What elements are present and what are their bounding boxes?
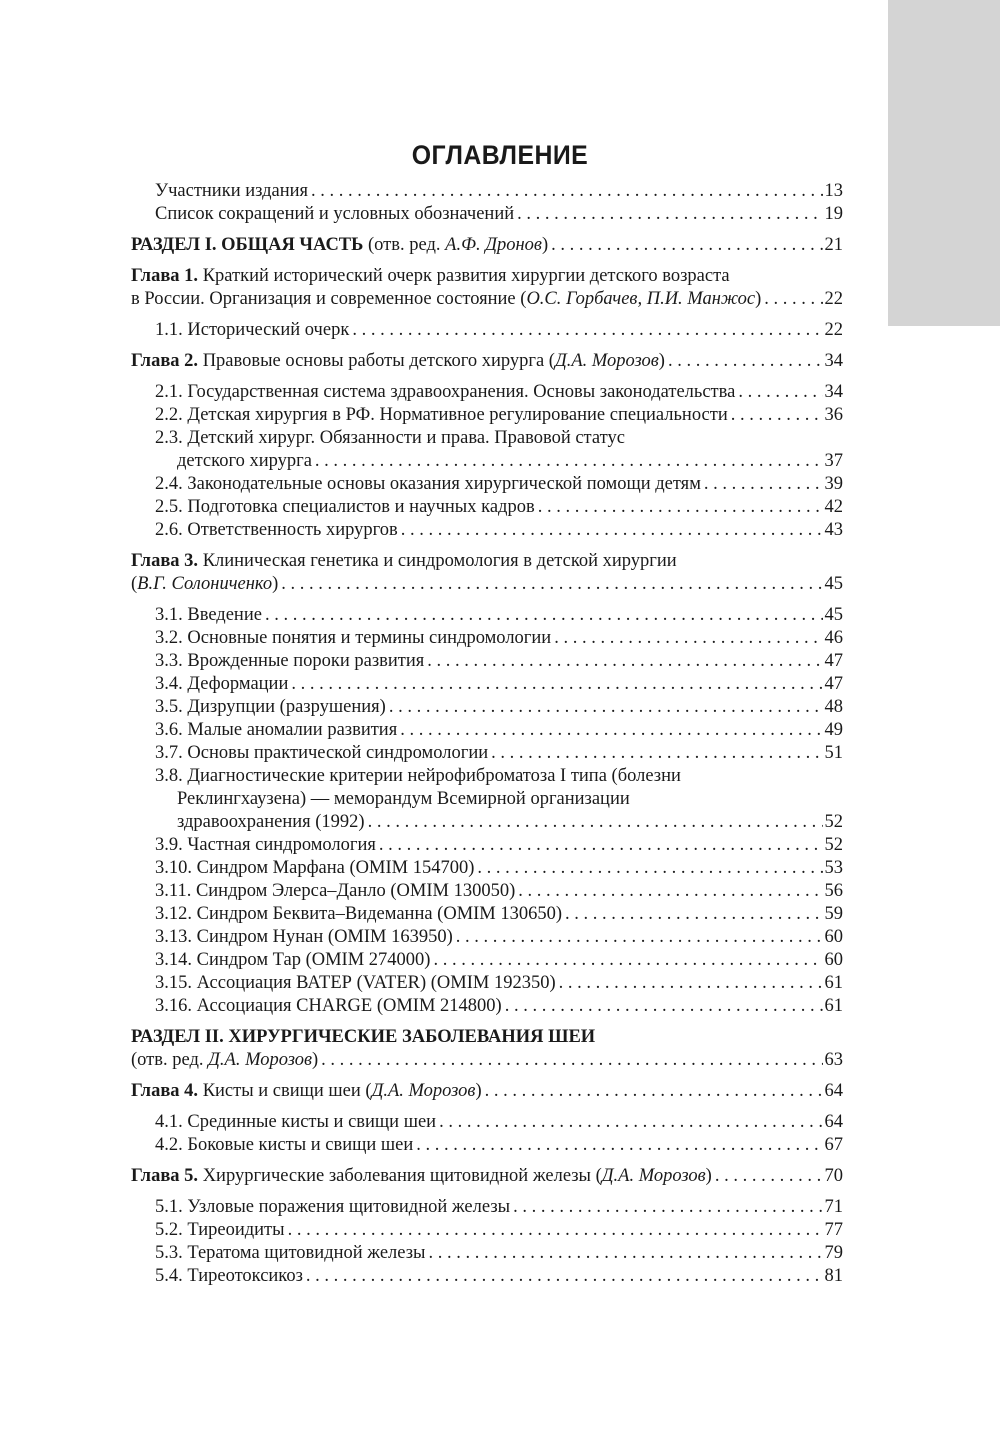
toc-page-number: 36 bbox=[824, 405, 843, 425]
leader-dots bbox=[554, 627, 822, 650]
toc-entry-text: 3.11. Синдром Элерса–Данло (OMIM 130050) bbox=[155, 881, 516, 901]
toc-entry-text: 2.1. Государственная система здравоохранения. Основы законодательства bbox=[155, 382, 736, 402]
chapter-title-line: в России. Организация и современное состояние ( bbox=[131, 289, 527, 309]
toc-item[interactable] bbox=[131, 742, 843, 765]
chapter-label: Глава 3. bbox=[131, 551, 199, 571]
section-editor: Д.А. Морозов bbox=[208, 1050, 312, 1070]
chapter-title: Правовые основы работы детского хирурга ( bbox=[198, 351, 555, 371]
chapter-title: Хирургические заболевания щитовидной железы ( bbox=[198, 1166, 602, 1186]
toc-item[interactable] bbox=[131, 404, 843, 427]
toc-entry-text: 2.5. Подготовка специалистов и научных кадров bbox=[155, 497, 535, 517]
page-title: ОГЛАВЛЕНИЕ bbox=[411, 140, 589, 170]
toc-item[interactable] bbox=[131, 926, 843, 949]
toc-entry-text: 3.14. Синдром Тар (OMIM 274000) bbox=[155, 950, 431, 970]
section-editor-suffix: ) bbox=[541, 235, 549, 255]
toc-entry-text: 3.2. Основные понятия и термины синдромологии bbox=[155, 628, 552, 648]
leader-dots bbox=[401, 519, 823, 542]
toc-entry-text: 5.2. Тиреоидиты bbox=[155, 1220, 285, 1240]
toc-entry-text: 3.4. Деформации bbox=[155, 674, 289, 694]
toc-page-number: 47 bbox=[824, 651, 843, 671]
toc-item[interactable] bbox=[131, 719, 843, 742]
leader-dots bbox=[517, 203, 822, 226]
toc-entry-text: 3.16. Ассоциация CHARGE (OMIM 214800) bbox=[155, 996, 502, 1016]
toc-page-number: 21 bbox=[824, 235, 843, 255]
leader-dots bbox=[427, 650, 822, 673]
toc-section-2[interactable] bbox=[131, 1026, 843, 1072]
leader-dots bbox=[738, 381, 822, 404]
chapter-label: Глава 1. bbox=[131, 266, 199, 286]
toc-page-number: 52 bbox=[824, 835, 843, 855]
toc-item[interactable] bbox=[131, 1242, 843, 1265]
leader-dots bbox=[400, 719, 822, 742]
leader-dots bbox=[477, 857, 822, 880]
toc-entry-text: 3.8. Диагностические критерии нейрофиброматоза I типа (болезни bbox=[155, 766, 681, 786]
chapter-label: Глава 5. bbox=[131, 1166, 199, 1186]
toc-page-number: 43 bbox=[824, 520, 843, 540]
toc-page-number: 39 bbox=[824, 474, 843, 494]
toc-item[interactable] bbox=[131, 673, 843, 696]
toc-item[interactable] bbox=[131, 427, 843, 473]
toc-item[interactable] bbox=[131, 765, 843, 834]
toc-page-number: 60 bbox=[824, 950, 843, 970]
toc-page-number: 45 bbox=[824, 574, 843, 594]
toc-entry-text: 1.1. Исторический очерк bbox=[155, 320, 350, 340]
toc-page-number: 13 bbox=[824, 181, 843, 201]
leader-dots bbox=[306, 1265, 823, 1288]
toc-page-number: 46 bbox=[824, 628, 843, 648]
table-of-contents bbox=[131, 180, 843, 1288]
toc-entry-abbreviations[interactable] bbox=[131, 203, 843, 226]
toc-entry-text: 4.2. Боковые кисты и свищи шеи bbox=[155, 1135, 414, 1155]
toc-item[interactable] bbox=[131, 1265, 843, 1288]
toc-item[interactable] bbox=[131, 604, 843, 627]
toc-entry-text: 3.6. Малые аномалии развития bbox=[155, 720, 398, 740]
toc-page-number: 79 bbox=[824, 1243, 843, 1263]
leader-dots bbox=[315, 450, 823, 473]
toc-entry-text: 3.10. Синдром Марфана (OMIM 154700) bbox=[155, 858, 475, 878]
toc-page-number: 64 bbox=[824, 1112, 843, 1132]
leader-dots bbox=[321, 1049, 822, 1072]
toc-entry-text: 3.15. Ассоциация ВАТЕР (VATER) (OMIM 192350) bbox=[155, 973, 556, 993]
chapter-label: Глава 2. bbox=[131, 351, 199, 371]
toc-page-number: 61 bbox=[824, 973, 843, 993]
leader-dots bbox=[288, 1219, 823, 1242]
section-title: РАЗДЕЛ I. ОБЩАЯ ЧАСТЬ bbox=[131, 235, 364, 255]
toc-item[interactable] bbox=[131, 949, 843, 972]
toc-item[interactable] bbox=[131, 319, 843, 342]
toc-entry-text: 4.1. Срединные кисты и свищи шеи bbox=[155, 1112, 437, 1132]
leader-dots bbox=[551, 234, 822, 257]
toc-entry-text: 2.4. Законодательные основы оказания хирургической помощи детям bbox=[155, 474, 701, 494]
toc-entry-text: 3.5. Дизрупции (разрушения) bbox=[155, 697, 386, 717]
toc-page-number: 49 bbox=[824, 720, 843, 740]
leader-dots bbox=[559, 972, 823, 995]
leader-dots bbox=[513, 1196, 822, 1219]
toc-page-number: 34 bbox=[824, 382, 843, 402]
toc-page-number: 67 bbox=[824, 1135, 843, 1155]
toc-page-number: 42 bbox=[824, 497, 843, 517]
toc-item[interactable] bbox=[131, 627, 843, 650]
chapter-title: Кисты и свищи шеи ( bbox=[198, 1081, 372, 1101]
toc-item[interactable] bbox=[131, 1134, 843, 1157]
leader-dots bbox=[491, 742, 822, 765]
toc-page-number: 51 bbox=[824, 743, 843, 763]
toc-page-number: 60 bbox=[824, 927, 843, 947]
leader-dots bbox=[389, 696, 823, 719]
toc-item[interactable] bbox=[131, 834, 843, 857]
toc-entry-text: 3.3. Врожденные пороки развития bbox=[155, 651, 425, 671]
toc-entry-text: 2.2. Детская хирургия в РФ. Нормативное регулирование специальности bbox=[155, 405, 728, 425]
leader-dots bbox=[379, 834, 823, 857]
chapter-authors-close: ) bbox=[475, 1081, 482, 1101]
chapter-authors-close: ) bbox=[272, 574, 279, 594]
chapter-title: Клиническая генетика и синдромология в детской хирургии bbox=[198, 551, 677, 571]
toc-page-number: 22 bbox=[824, 289, 843, 309]
toc-page-number: 59 bbox=[824, 904, 843, 924]
toc-entry-text: 3.9. Частная синдромология bbox=[155, 835, 376, 855]
toc-entry-text: детского хирурга bbox=[177, 451, 312, 471]
toc-page-number: 53 bbox=[824, 858, 843, 878]
chapter-authors-open: ( bbox=[131, 574, 138, 594]
section-editor-prefix: (отв. ред. bbox=[363, 235, 446, 255]
toc-item[interactable] bbox=[131, 650, 843, 673]
leader-dots bbox=[518, 880, 822, 903]
toc-entry-text: 2.3. Детский хирург. Обязанности и права. Правовой статус bbox=[155, 428, 625, 448]
leader-dots bbox=[433, 949, 822, 972]
toc-item[interactable] bbox=[131, 696, 843, 719]
toc-entry-contributors[interactable] bbox=[131, 180, 843, 203]
toc-chapter-1[interactable] bbox=[131, 265, 843, 311]
section-editor-prefix: (отв. ред. bbox=[131, 1050, 209, 1070]
leader-dots bbox=[668, 350, 823, 373]
leader-dots bbox=[291, 673, 822, 696]
leader-dots bbox=[439, 1111, 822, 1134]
toc-entry-text: 5.4. Тиреотоксикоз bbox=[155, 1266, 303, 1286]
chapter-title-line: Краткий исторический очерк развития хирургии детского возраста bbox=[198, 266, 730, 286]
toc-entry-text: 5.3. Тератома щитовидной железы bbox=[155, 1243, 426, 1263]
leader-dots bbox=[265, 604, 823, 627]
leader-dots bbox=[352, 319, 822, 342]
toc-item[interactable] bbox=[131, 995, 843, 1018]
leader-dots bbox=[704, 473, 823, 496]
toc-entry-text: 3.7. Основы практической синдромологии bbox=[155, 743, 489, 763]
toc-chapter-3[interactable] bbox=[131, 550, 843, 596]
toc-item[interactable] bbox=[131, 972, 843, 995]
chapter-authors-close: ) bbox=[755, 289, 762, 309]
toc-page-number: 81 bbox=[824, 1266, 843, 1286]
toc-page-number: 34 bbox=[824, 351, 843, 371]
leader-dots bbox=[538, 496, 823, 519]
toc-item[interactable] bbox=[131, 880, 843, 903]
chapter-authors: Д.А. Морозов bbox=[371, 1081, 476, 1101]
toc-item[interactable] bbox=[131, 1111, 843, 1134]
section-editor-suffix: ) bbox=[311, 1050, 319, 1070]
toc-item[interactable] bbox=[131, 1196, 843, 1219]
toc-page-number: 70 bbox=[824, 1166, 843, 1186]
toc-entry-text: здравоохранения (1992) bbox=[177, 812, 365, 832]
toc-item[interactable] bbox=[131, 519, 843, 542]
toc-entry-text: Участники издания bbox=[155, 181, 309, 201]
leader-dots bbox=[428, 1242, 822, 1265]
toc-item[interactable] bbox=[131, 903, 843, 926]
toc-item[interactable] bbox=[131, 496, 843, 519]
toc-page-number: 52 bbox=[824, 812, 843, 832]
toc-page-number: 63 bbox=[824, 1050, 843, 1070]
toc-page-number: 71 bbox=[824, 1197, 843, 1217]
toc-page-number: 56 bbox=[824, 881, 843, 901]
toc-page-number: 22 bbox=[824, 320, 843, 340]
leader-dots bbox=[416, 1134, 822, 1157]
section-title: РАЗДЕЛ II. ХИРУРГИЧЕСКИЕ ЗАБОЛЕВАНИЯ ШЕИ bbox=[131, 1027, 596, 1047]
toc-chapter-2[interactable] bbox=[131, 350, 843, 373]
toc-page-number: 47 bbox=[824, 674, 843, 694]
chapter-authors: Д.А. Морозов bbox=[601, 1166, 706, 1186]
leader-dots bbox=[565, 903, 822, 926]
toc-page-number: 61 bbox=[824, 996, 843, 1016]
chapter-authors-close: ) bbox=[658, 351, 665, 371]
section-editor: А.Ф. Дронов bbox=[445, 235, 542, 255]
leader-dots bbox=[368, 811, 823, 834]
toc-page-number: 77 bbox=[824, 1220, 843, 1240]
chapter-authors: В.Г. Солониченко bbox=[137, 574, 273, 594]
chapter-authors: Д.А. Морозов bbox=[554, 351, 659, 371]
toc-entry-text: Реклингхаузена) — меморандум Всемирной организации bbox=[177, 789, 630, 809]
toc-page-number: 19 bbox=[824, 204, 843, 224]
toc-chapter-4[interactable] bbox=[131, 1080, 843, 1103]
chapter-label: Глава 4. bbox=[131, 1081, 199, 1101]
leader-dots bbox=[456, 926, 823, 949]
toc-page-number: 48 bbox=[824, 697, 843, 717]
toc-item[interactable] bbox=[131, 381, 843, 404]
toc-entry-text: 3.13. Синдром Нунан (OMIM 163950) bbox=[155, 927, 453, 947]
toc-item[interactable] bbox=[131, 857, 843, 880]
chapter-authors-close: ) bbox=[705, 1166, 712, 1186]
toc-page-number: 64 bbox=[824, 1081, 843, 1101]
toc-entry-text: 3.12. Синдром Беквита–Видеманна (OMIM 130650) bbox=[155, 904, 563, 924]
toc-item[interactable] bbox=[131, 1219, 843, 1242]
leader-dots bbox=[715, 1165, 823, 1188]
leader-dots bbox=[311, 180, 822, 203]
leader-dots bbox=[281, 573, 822, 596]
toc-page-number: 37 bbox=[824, 451, 843, 471]
toc-entry-text: 3.1. Введение bbox=[155, 605, 262, 625]
toc-entry-text: 5.1. Узловые поражения щитовидной железы bbox=[155, 1197, 511, 1217]
toc-section-1[interactable] bbox=[131, 234, 843, 257]
toc-entry-text: Список сокращений и условных обозначений bbox=[155, 204, 515, 224]
leader-dots bbox=[485, 1080, 823, 1103]
leader-dots bbox=[764, 288, 822, 311]
leader-dots bbox=[731, 404, 823, 427]
toc-item[interactable] bbox=[131, 473, 843, 496]
chapter-authors: О.С. Горбачев, П.И. Манжос bbox=[526, 289, 756, 309]
leader-dots bbox=[505, 995, 823, 1018]
toc-page-number: 45 bbox=[824, 605, 843, 625]
toc-entry-text: 2.6. Ответственность хирургов bbox=[155, 520, 398, 540]
toc-chapter-5[interactable] bbox=[131, 1165, 843, 1188]
